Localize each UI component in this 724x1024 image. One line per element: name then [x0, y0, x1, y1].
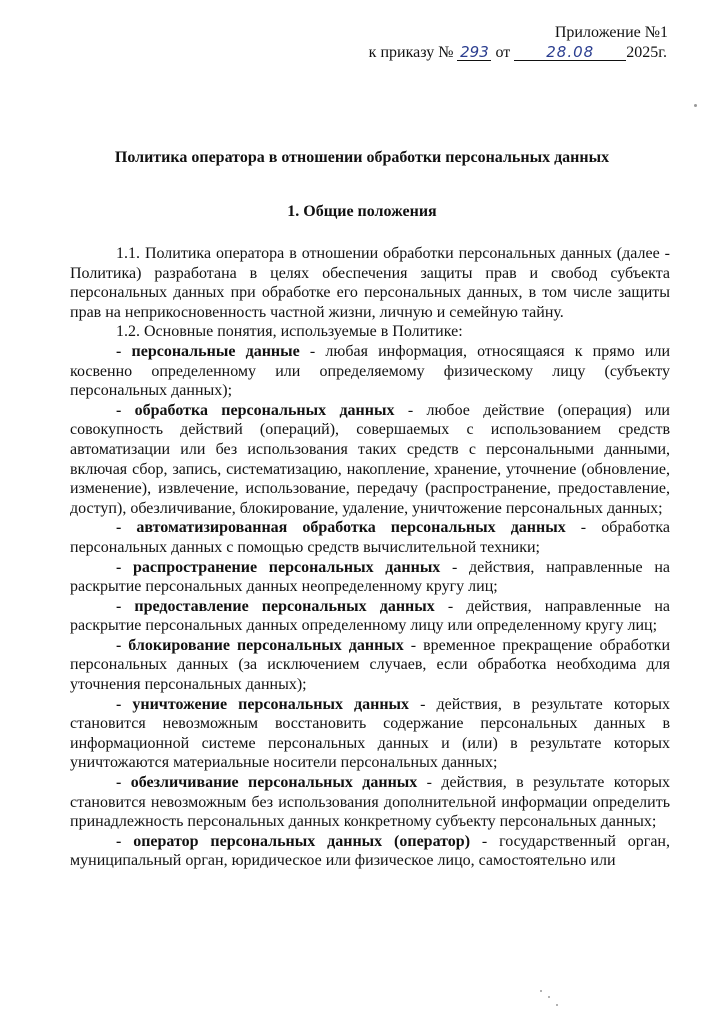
- paragraph: [70, 832, 670, 871]
- paragraph: [70, 773, 670, 832]
- paragraph-text: - действия, в результате которых становится невозможным без использования дополнительной информации определить принадлежность персональных данных конкретному субъекту персональных данных;: [70, 774, 670, 831]
- paragraph: [70, 558, 670, 597]
- paragraph: [70, 322, 670, 342]
- paragraph: [70, 695, 670, 773]
- term: - обезличивание персональных данных: [116, 774, 418, 792]
- term: - обработка персональных данных: [116, 401, 395, 419]
- order-reference: [369, 44, 667, 62]
- order-date-handwritten: 28.08: [514, 44, 626, 61]
- paragraph: [70, 401, 670, 519]
- appendix-label: Приложение №1: [554, 24, 668, 41]
- term: - уничтожение персональных данных: [116, 695, 410, 713]
- term: - блокирование персональных данных: [116, 636, 404, 654]
- date-prefix: от: [495, 44, 511, 61]
- paragraph: [70, 244, 670, 322]
- paragraph: [70, 342, 670, 401]
- paragraph-text: - действия, направленные на раскрытие персональных данных определенному лицу или определенному кругу лиц;: [70, 597, 671, 635]
- paragraph-text: 1.2. Основные понятия, используемые в Политике:: [116, 323, 463, 341]
- paragraph-text: - временное прекращение обработки персональных данных (за исключением случаев, если обработка необходима для уточнения персональных данных);: [70, 636, 671, 694]
- paragraph-text: 1.1. Политика оператора в отношении обработки персональных данных (далее - Политика) разработана в целях обеспечения защиты прав и свобод субъекта персональных данных при обработке его персональных данных, в том числе защиты прав на неприкосновенность частной жизни, личную и семейную тайну.: [70, 245, 670, 321]
- document-body: [70, 244, 670, 871]
- order-number-handwritten: 293: [457, 44, 491, 61]
- paragraph: [70, 636, 670, 695]
- section-title: 1. Общие положения: [287, 203, 437, 220]
- term: - распространение персональных данных: [116, 558, 441, 576]
- year-suffix: 2025г.: [626, 44, 667, 61]
- paragraph-text: - обработка персональных данных с помощью средств вычислительной техники;: [70, 519, 670, 556]
- term: - персональные данные: [116, 342, 300, 360]
- paragraph-text: - любое действие (операция) или совокупность действий (операций), совершаемых с использованием средств автоматизации или без использования таких средств с персональными данными, включая сбор, запись, систематизацию, накопление, хранение, уточнение (обновление, изменение), извлечение, использование, передачу (распространение, предоставление, доступ), обезличивание, блокирование, удаление, уничтожение персональных данных;: [70, 401, 670, 517]
- term: - автоматизированная обработка персональных данных: [116, 519, 566, 537]
- scan-speck: [548, 996, 550, 998]
- paragraph-text: - любая информация, относящаяся к прямо или косвенно определенному или определяемому физическому лицу (субъекту персональных данных);: [70, 342, 671, 400]
- paragraph: [70, 518, 670, 557]
- scan-speck: [540, 990, 542, 992]
- paragraph-text: - действия, в результате которых становится невозможным восстановить содержание персональных данных в информационной системе персональных данных и (или) в результате которых уничтожаются материальные носители персональных данных;: [70, 695, 670, 772]
- scan-speck: [556, 1004, 558, 1006]
- paragraph-text: - действия, направленные на раскрытие персональных данных неопределенному кругу лиц;: [70, 558, 670, 596]
- paragraph-text: - государственный орган, муниципальный орган, юридическое или физическое лицо, самостоятельно или: [70, 832, 670, 870]
- scan-speck: [694, 104, 697, 107]
- term: - оператор персональных данных (оператор): [116, 832, 471, 850]
- term: - предоставление персональных данных: [116, 597, 435, 615]
- order-prefix: к приказу №: [368, 44, 454, 61]
- document-title: Политика оператора в отношении обработки персональных данных: [114, 149, 610, 166]
- paragraph: [70, 597, 670, 636]
